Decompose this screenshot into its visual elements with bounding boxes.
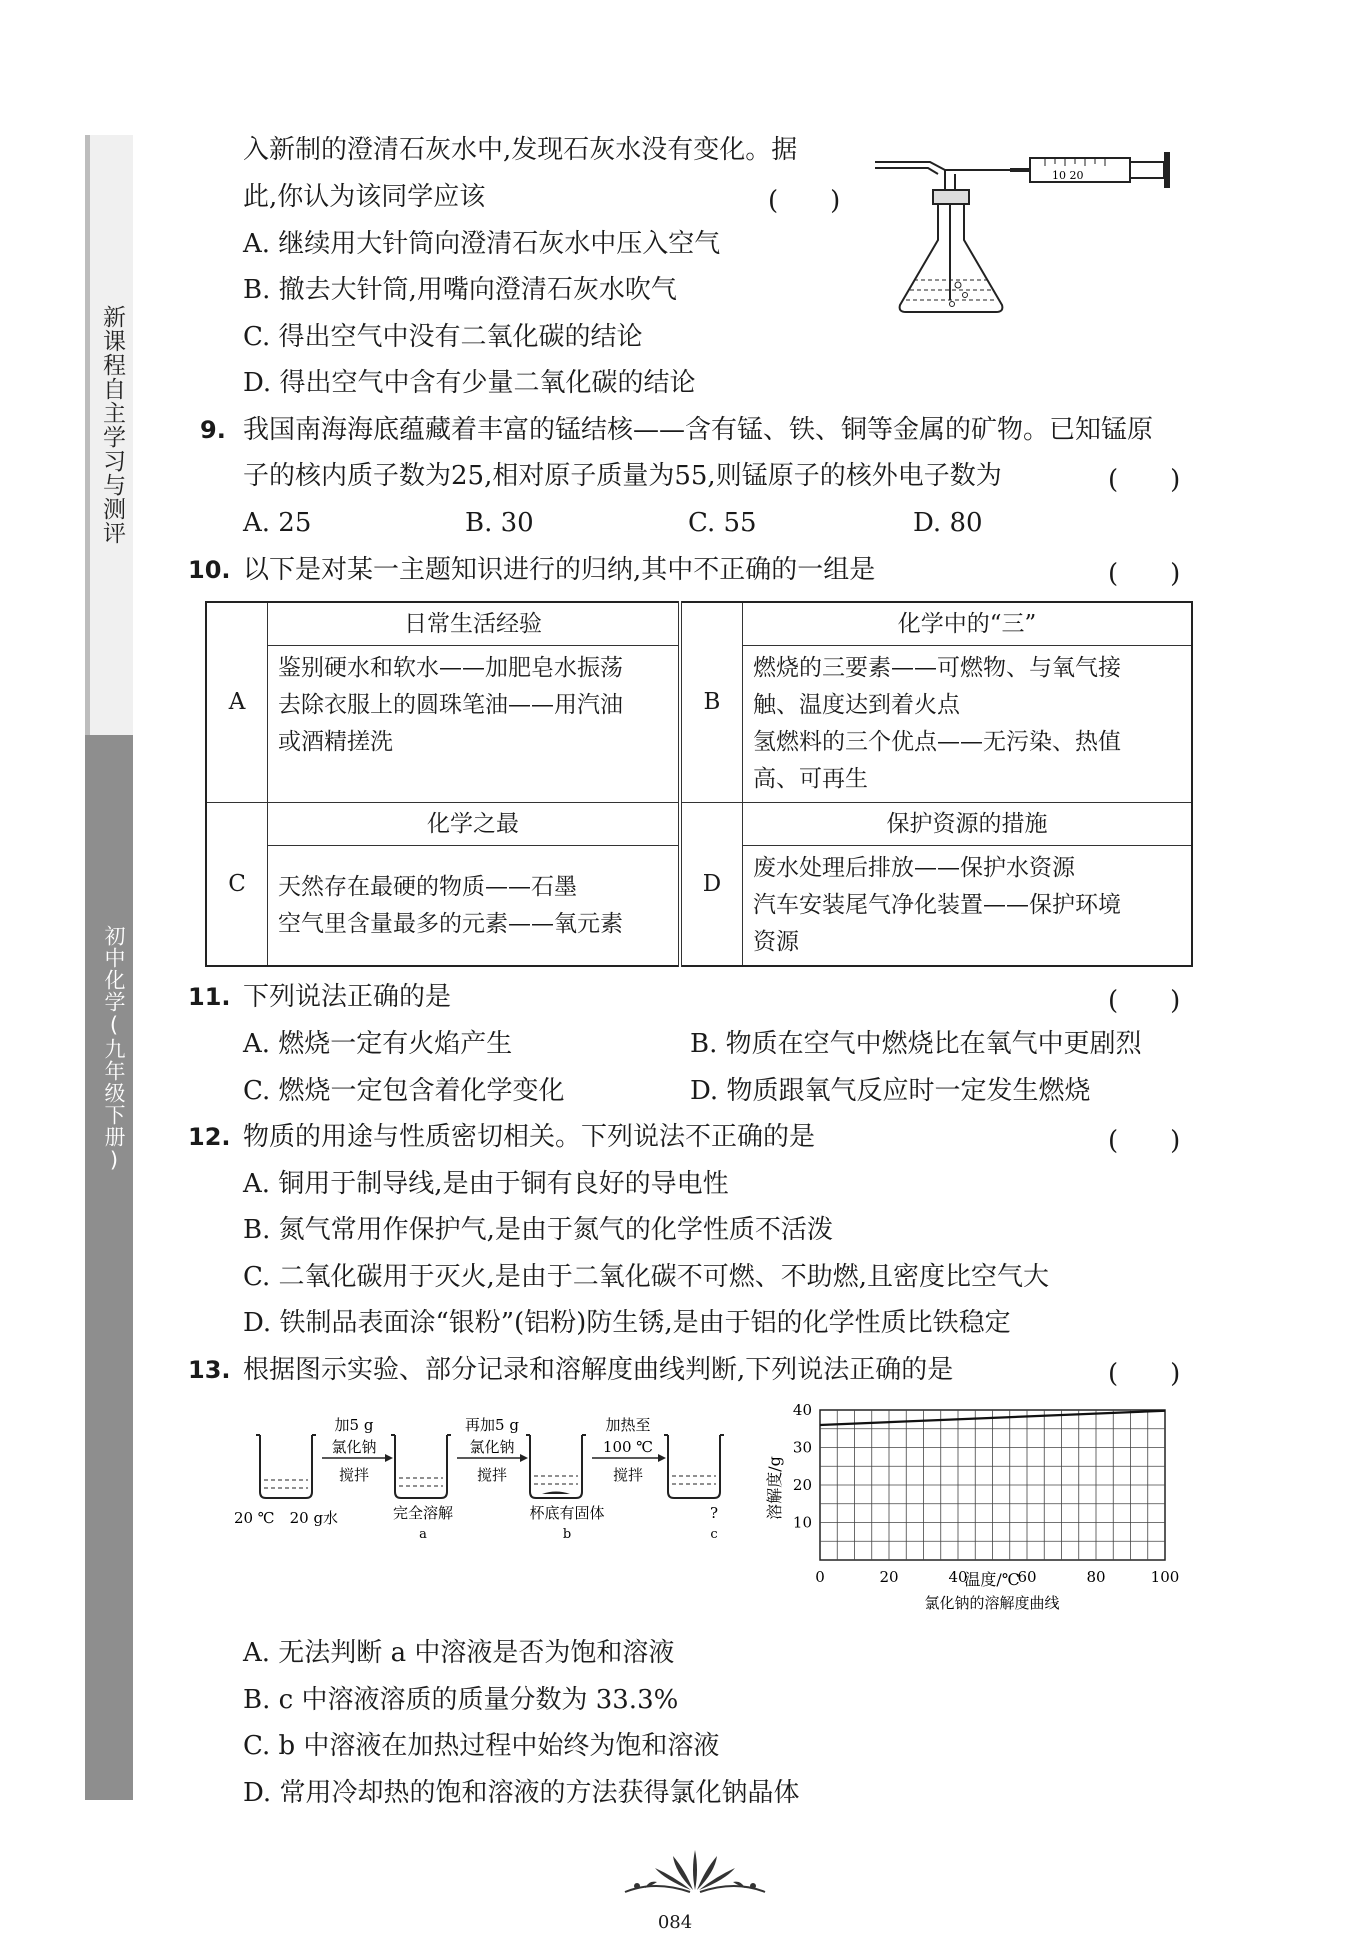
q10-a-header: 日常生活经验 — [268, 602, 681, 646]
q11-option-a: A. 燃烧一定有火焰产生 — [243, 1029, 513, 1059]
q10-answer-paren[interactable]: ( ) — [1108, 559, 1181, 589]
beaker-c — [664, 1435, 724, 1498]
step2-label-2: 氯化钠 — [469, 1438, 515, 1456]
q10-a-line2: 去除衣服上的圆珠笔油——用汽油 — [278, 692, 623, 718]
q13-stem: 根据图示实验、部分记录和溶解度曲线判断,下列说法正确的是 — [243, 1355, 954, 1385]
q11-number: 11. — [188, 983, 231, 1011]
step1-label-1: 加5 g — [334, 1416, 374, 1434]
page-number: 084 — [657, 1912, 693, 1933]
q10-stem: 以下是对某一主题知识进行的归纳,其中不正确的一组是 — [243, 555, 876, 585]
q12-option-c: C. 二氧化碳用于灭火,是由于二氧化碳不可燃、不助燃,且密度比空气大 — [243, 1262, 1050, 1292]
sidebar — [85, 135, 133, 1800]
chart-y-tick-label: 10 — [792, 1513, 812, 1532]
q10-b-line2: 触、温度达到着火点 — [753, 692, 960, 718]
chart-y-tick-label: 20 — [792, 1476, 812, 1494]
step3-label-1: 加热至 — [605, 1416, 651, 1434]
q9-answer-paren[interactable]: ( ) — [1108, 465, 1181, 495]
q10-b-line3: 氢燃料的三个优点——无污染、热值 — [753, 729, 1121, 755]
step2-label-3: 搅拌 — [476, 1466, 508, 1484]
q10-c-body — [268, 846, 681, 967]
q12-number: 12. — [188, 1123, 231, 1151]
q13-option-d: D. 常用冷却热的饱和溶液的方法获得氯化钠晶体 — [243, 1778, 800, 1808]
chart-y-axis-label: 溶解度/g — [765, 1456, 784, 1520]
beaker-b-caption: 杯底有固体 — [529, 1504, 605, 1522]
q12-option-d: D. 铁制品表面涂“银粉”(铝粉)防生锈,是由于铝的化学性质比铁稳定 — [243, 1308, 1011, 1338]
q10-b-line1: 燃烧的三要素——可燃物、与氧气接 — [753, 655, 1121, 681]
beaker-c-sub: c — [710, 1527, 718, 1542]
beaker-b-sub: b — [562, 1527, 572, 1542]
step3-label-3: 搅拌 — [612, 1466, 644, 1484]
beaker-a-sub: a — [419, 1527, 427, 1542]
q11-stem: 下列说法正确的是 — [243, 982, 452, 1012]
chart-y-tick-label: 40 — [792, 1401, 812, 1419]
q13-experiment-diagram — [230, 1410, 760, 1560]
q13-option-c: C. b 中溶液在加热过程中始终为饱和溶液 — [243, 1731, 720, 1761]
q10-d-header: 保护资源的措施 — [743, 803, 1193, 846]
q10-c-line1: 天然存在最硬的物质——石墨 — [278, 873, 577, 900]
q10-b-body — [743, 646, 1193, 803]
q11-answer-paren[interactable]: ( ) — [1108, 986, 1181, 1016]
q10-a-label: A — [206, 602, 268, 803]
q10-b-header: 化学中的“三” — [743, 602, 1193, 646]
q13-number: 13. — [188, 1356, 231, 1384]
q10-d-body — [743, 846, 1193, 967]
q10-c-line2: 空气里含量最多的元素——氧元素 — [278, 910, 623, 937]
q9-option-c: C. 55 — [688, 508, 757, 538]
beaker-a-caption: 完全溶解 — [392, 1504, 454, 1522]
q8-answer-paren[interactable]: ( ) — [768, 186, 841, 216]
q10-a-body — [268, 646, 681, 803]
sidebar-series-title: 新课程自主学习与测评 — [99, 305, 125, 545]
q13-option-a: A. 无法判断 a 中溶液是否为饱和溶液 — [243, 1638, 675, 1668]
q10-d-line3: 资源 — [753, 929, 799, 955]
beaker-c-caption: ? — [709, 1504, 719, 1522]
beaker-0 — [256, 1435, 316, 1498]
flask-syringe-illustration — [870, 140, 1200, 330]
q8-option-a: A. 继续用大针筒向澄清石灰水中压入空气 — [243, 229, 721, 259]
chart-x-tick-label: 40 — [948, 1568, 968, 1586]
q10-b-line4: 高、可再生 — [753, 766, 868, 792]
q8-option-b: B. 撤去大针筒,用嘴向澄清石灰水吹气 — [243, 275, 677, 305]
chart-x-tick-label: 0 — [815, 1568, 825, 1586]
syringe-scale-label: 10 20 — [1052, 169, 1084, 182]
q12-option-b: B. 氮气常用作保护气,是由于氮气的化学性质不活泼 — [243, 1215, 833, 1245]
q13-option-b: B. c 中溶液溶质的质量分数为 33.3% — [243, 1685, 679, 1715]
chart-x-tick-label: 60 — [1017, 1568, 1037, 1586]
beaker-b — [526, 1435, 586, 1498]
chart-x-tick-label: 100 — [1150, 1568, 1180, 1586]
table-row — [206, 602, 1192, 646]
chart-x-tick-label: 20 — [879, 1568, 899, 1586]
q8-option-c: C. 得出空气中没有二氧化碳的结论 — [243, 322, 643, 352]
q11-option-c: C. 燃烧一定包含着化学变化 — [243, 1076, 565, 1106]
sidebar-book-title: 初中化学(九年级下册) — [102, 925, 126, 1173]
q8-stem-line1: 入新制的澄清石灰水中,发现石灰水没有变化。据 — [243, 135, 798, 165]
q9-option-d: D. 80 — [913, 508, 983, 538]
q10-a-line1: 鉴别硬水和软水——加肥皂水振荡 — [278, 655, 623, 681]
table-row — [206, 803, 1192, 846]
step2-label-1: 再加5 g — [465, 1416, 519, 1434]
q8-stem-line2: 此,你认为该同学应该 — [243, 182, 486, 212]
q12-answer-paren[interactable]: ( ) — [1108, 1126, 1181, 1156]
q9-option-b: B. 30 — [465, 508, 534, 538]
q12-option-a: A. 铜用于制导线,是由于铜有良好的导电性 — [243, 1169, 729, 1199]
solubility-chart — [760, 1400, 1180, 1620]
q11-option-b: B. 物质在空气中燃烧比在氧气中更剧烈 — [690, 1029, 1142, 1059]
q10-table — [205, 601, 1193, 967]
q12-stem: 物质的用途与性质密切相关。下列说法不正确的是 — [243, 1122, 816, 1152]
q10-c-label: C — [206, 803, 268, 967]
chart-title: 氯化钠的溶解度曲线 — [924, 1594, 1060, 1612]
q11-option-d: D. 物质跟氧气反应时一定发生燃烧 — [690, 1076, 1091, 1106]
beaker-a — [391, 1435, 451, 1498]
q8-option-d: D. 得出空气中含有少量二氧化碳的结论 — [243, 368, 696, 398]
step3-label-2: 100 ℃ — [602, 1438, 654, 1456]
chart-x-tick-label: 80 — [1086, 1568, 1106, 1586]
q10-a-line3: 或酒精搓洗 — [278, 729, 393, 755]
q9-stem-line1: 我国南海海底蕴藏着丰富的锰结核——含有锰、铁、铜等金属的矿物。已知锰原 — [243, 415, 1154, 445]
sidebar-bottom-panel — [85, 735, 133, 1800]
q10-d-label: D — [680, 803, 743, 967]
q10-d-line1: 废水处理后排放——保护水资源 — [753, 855, 1075, 881]
chart-grid — [820, 1410, 1165, 1560]
q10-d-line2: 汽车安装尾气净化装置——保护环境 — [753, 892, 1121, 918]
q10-c-header: 化学之最 — [268, 803, 681, 846]
step1-label-2: 氯化钠 — [331, 1438, 377, 1456]
chart-x-axis-label: 温度/℃ — [964, 1570, 1020, 1589]
beaker-0-caption: 20 ℃ 20 g水 — [233, 1509, 339, 1527]
q9-option-a: A. 25 — [243, 508, 312, 538]
q10-number: 10. — [188, 556, 231, 584]
step1-label-3: 搅拌 — [338, 1466, 370, 1484]
chart-y-tick-label: 30 — [792, 1438, 812, 1457]
q10-b-label: B — [680, 602, 743, 803]
q9-stem-line2: 子的核内质子数为25,相对原子质量为55,则锰原子的核外电子数为 — [243, 461, 1002, 491]
footer-ornament-icon — [615, 1840, 775, 1900]
q13-answer-paren[interactable]: ( ) — [1108, 1359, 1181, 1389]
q9-number: 9. — [200, 416, 226, 444]
